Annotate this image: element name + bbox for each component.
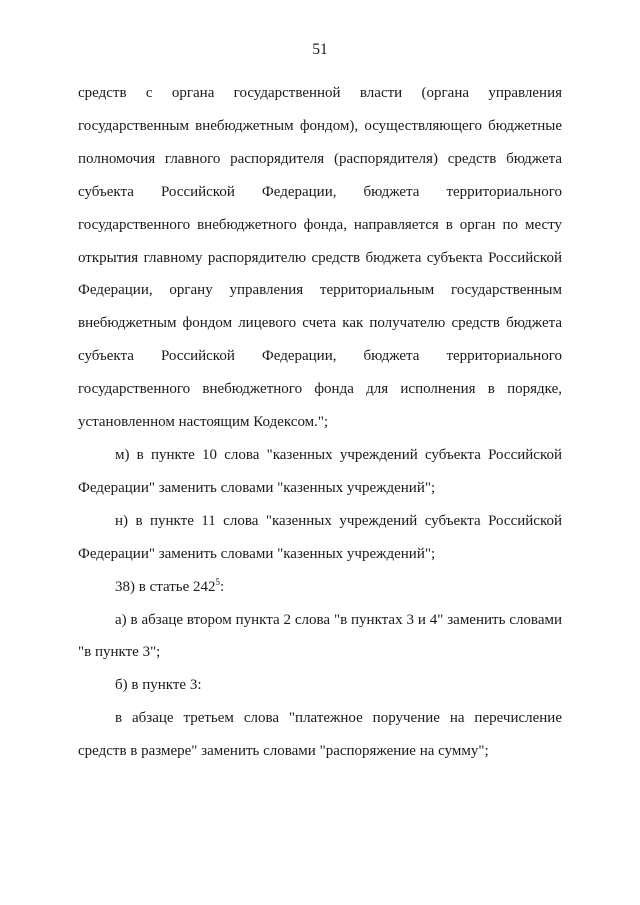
- paragraph-item-abzac: [78, 702, 562, 768]
- text-line: Федерации, органу управления территориальным государственным: [78, 282, 562, 299]
- text-line: государственным внебюджетным фондом), осуществляющего бюджетные: [78, 117, 562, 134]
- article-suffix: :: [220, 578, 225, 595]
- paragraph-item-m: [78, 439, 562, 505]
- document-body: [78, 77, 562, 768]
- paragraph-item-38: [78, 571, 562, 604]
- text-line: Федерации" заменить словами "казенных учреждений";: [78, 545, 436, 562]
- text-line: государственного внебюджетного фонда для исполнения в порядке,: [78, 381, 562, 398]
- text-line: б) в пункте 3:: [115, 677, 202, 694]
- text-line: а) в абзаце втором пункта 2 слова "в пунктах 3 и 4" заменить словами: [115, 611, 562, 628]
- text-line: субъекта Российской Федерации, бюджета территориального: [78, 348, 562, 365]
- text-line: "в пункте 3";: [78, 644, 161, 661]
- text-line: н) в пункте 11 слова "казенных учреждений субъекта Российской: [115, 512, 562, 529]
- text-line: полномочия главного распорядителя (распорядителя) средств бюджета: [78, 150, 562, 167]
- text-line: внебюджетным фондом лицевого счета как получателю средств бюджета: [78, 315, 562, 332]
- article-superscript: 5: [215, 576, 221, 587]
- page-number: 51: [312, 41, 328, 58]
- text-line: Федерации" заменить словами "казенных учреждений";: [78, 479, 436, 496]
- paragraph-continuation: [78, 77, 562, 439]
- text-line: государственного внебюджетного фонда, направляется в орган по месту: [78, 216, 562, 233]
- article-prefix: 38) в статье 242: [115, 578, 216, 595]
- text-line: в абзаце третьем слова "платежное поручение на перечисление: [115, 710, 562, 727]
- text-line: средств с органа государственной власти (органа управления: [78, 85, 562, 101]
- text-line: установленном настоящим Кодексом.";: [78, 414, 329, 431]
- text-line: м) в пункте 10 слова "казенных учреждений субъекта Российской: [115, 446, 562, 463]
- paragraph-item-a: [78, 604, 562, 670]
- text-line: [78, 571, 562, 604]
- text-line: субъекта Российской Федерации, бюджета территориального: [78, 183, 562, 200]
- text-line: открытия главному распорядителю средств бюджета субъекта Российской: [78, 249, 562, 266]
- paragraph-item-n: [78, 505, 562, 571]
- text-line: средств в размере" заменить словами "распоряжение на сумму";: [78, 743, 489, 760]
- paragraph-item-b: [78, 669, 562, 702]
